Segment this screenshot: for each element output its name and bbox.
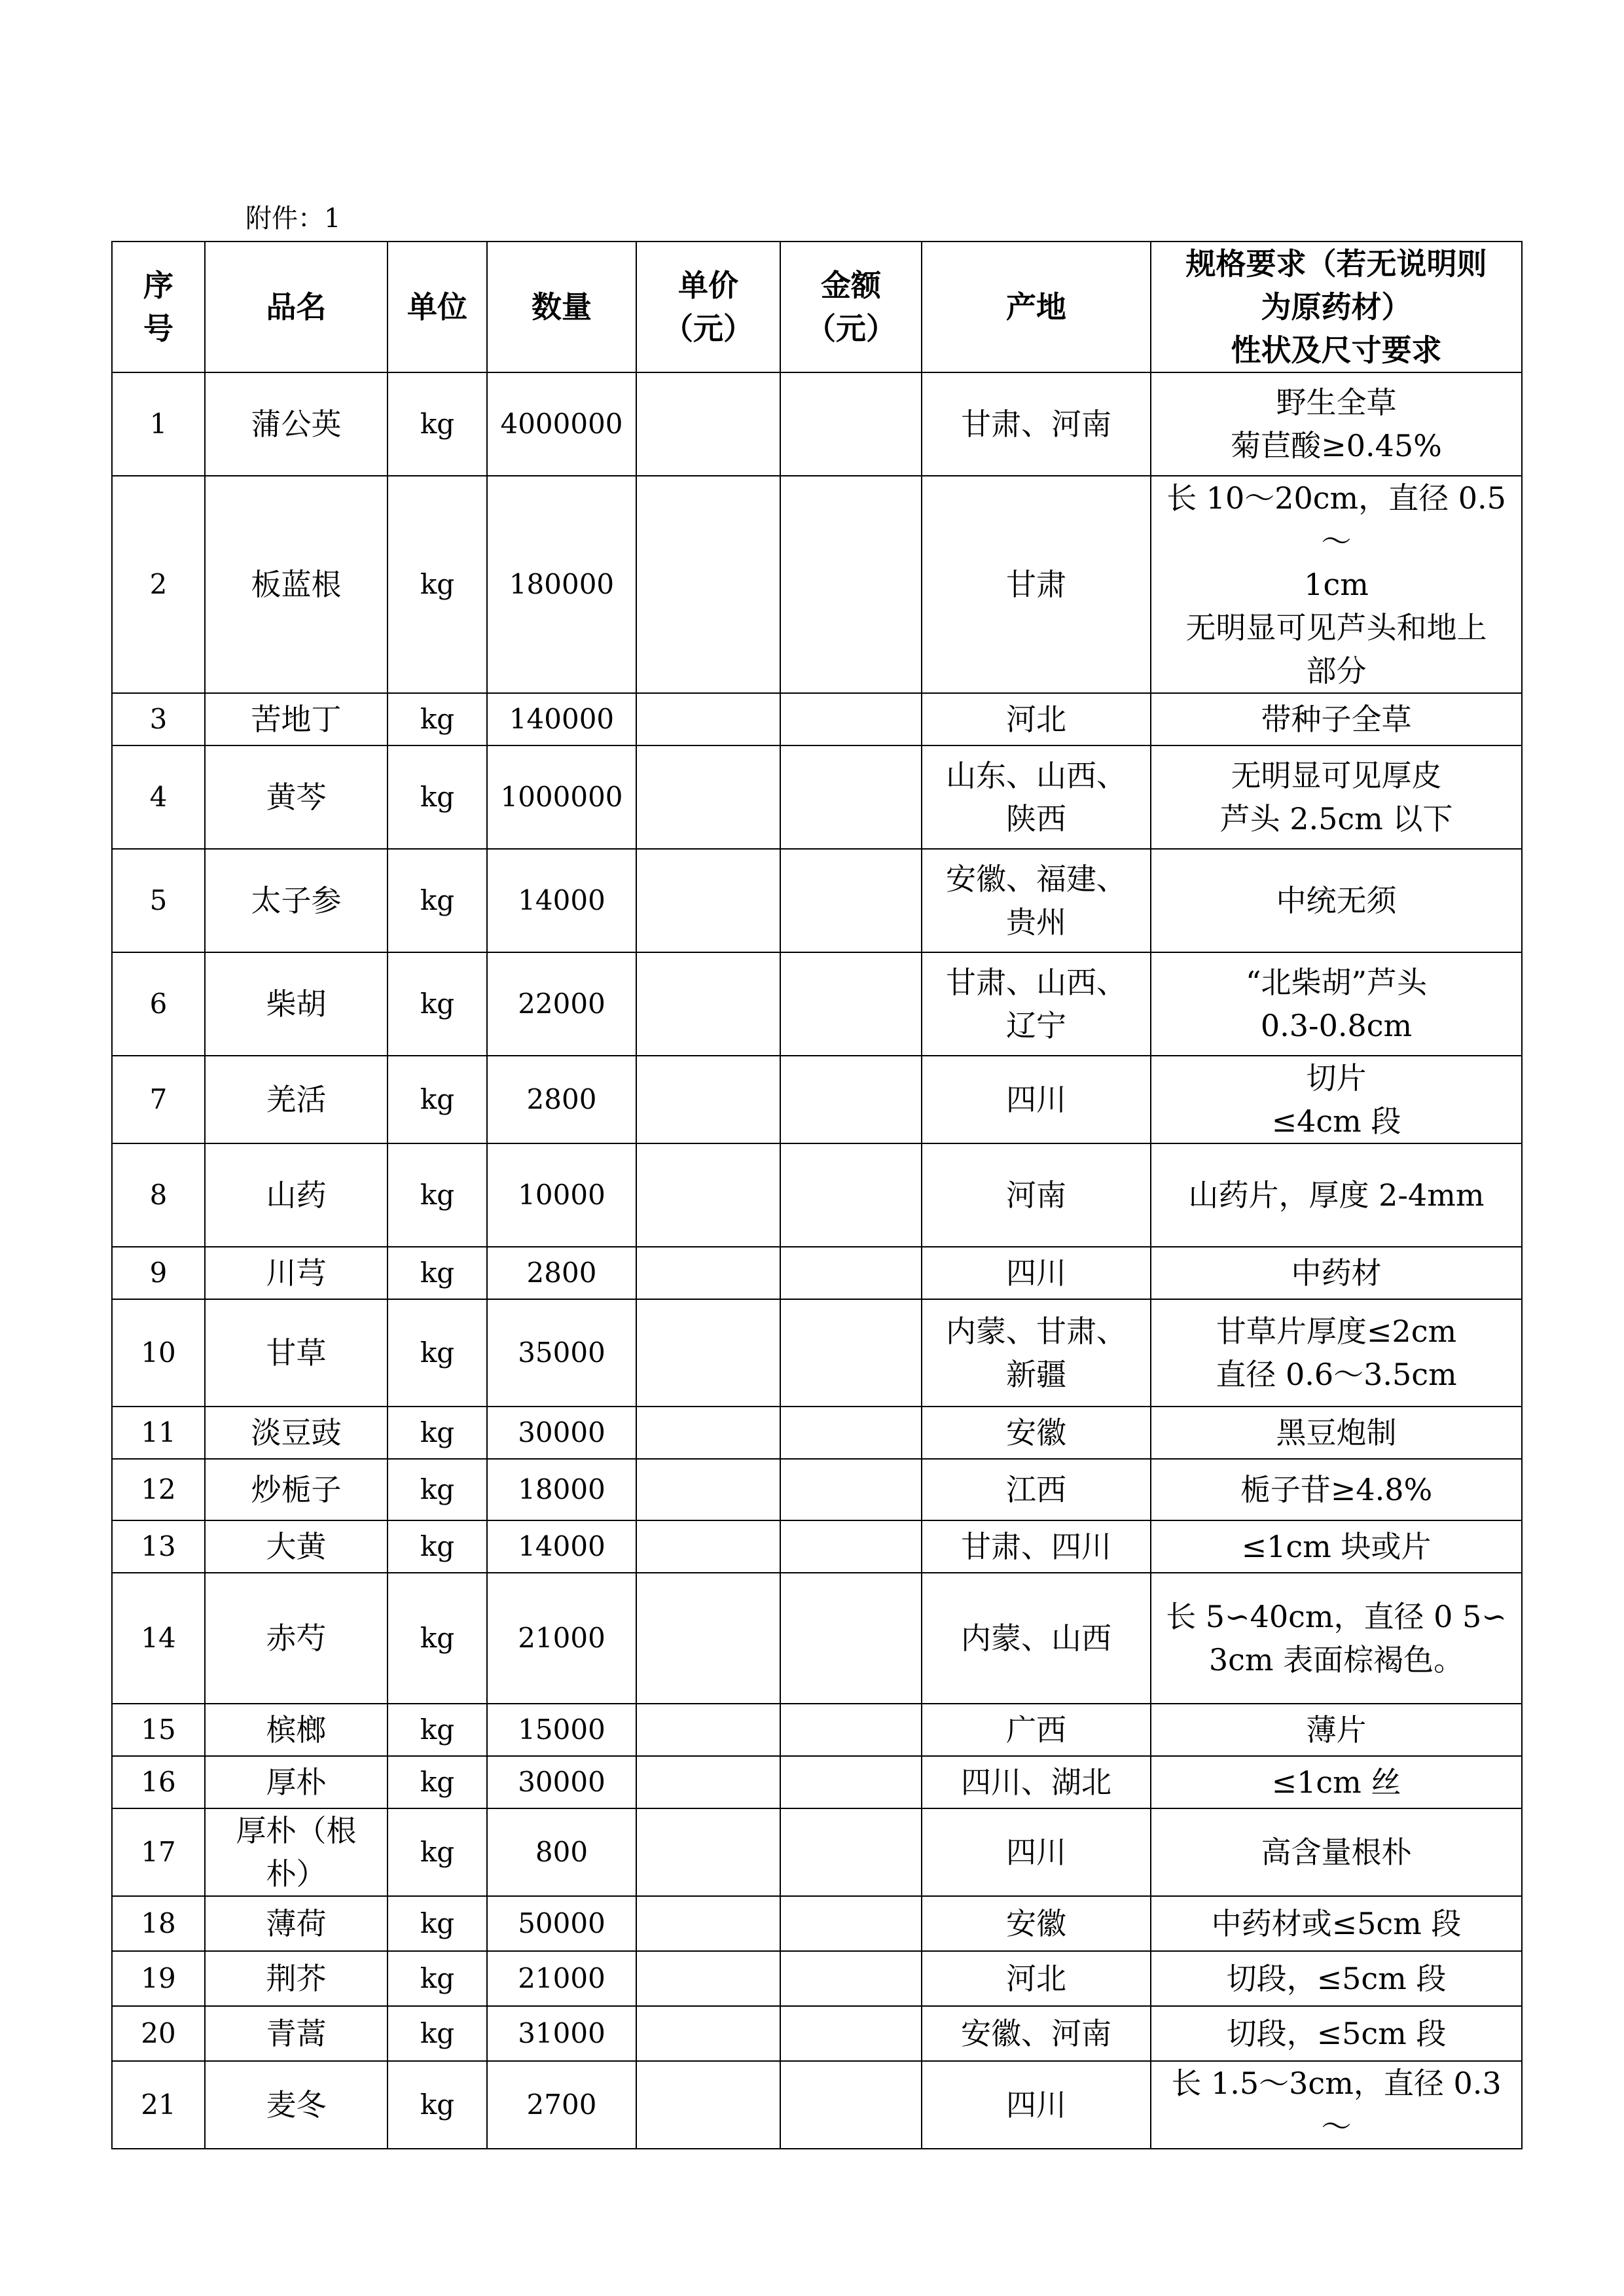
cell-unit: kg [388, 1951, 487, 2006]
cell-amount [780, 745, 922, 849]
cell-name: 淡豆豉 [205, 1407, 388, 1459]
cell-origin: 安徽 [922, 1896, 1151, 1951]
cell-qty: 4000000 [487, 372, 636, 476]
cell-qty: 35000 [487, 1299, 636, 1407]
cell-price [636, 1247, 780, 1299]
cell-qty: 800 [487, 1808, 636, 1896]
cell-qty: 2800 [487, 1056, 636, 1143]
cell-spec: 切段，≤5cm 段 [1151, 1951, 1522, 2006]
cell-name: 荆芥 [205, 1951, 388, 2006]
cell-origin: 甘肃、山西、 辽宁 [922, 952, 1151, 1056]
cell-origin: 四川 [922, 1056, 1151, 1143]
cell-amount [780, 1704, 922, 1756]
cell-unit: kg [388, 1056, 487, 1143]
cell-origin: 甘肃、四川 [922, 1520, 1151, 1573]
cell-origin: 内蒙、甘肃、 新疆 [922, 1299, 1151, 1407]
cell-amount [780, 1247, 922, 1299]
cell-amount [780, 1143, 922, 1247]
table-row [112, 2061, 1522, 2149]
cell-amount [780, 1896, 922, 1951]
cell-unit: kg [388, 1704, 487, 1756]
cell-price [636, 1459, 780, 1520]
cell-qty: 180000 [487, 476, 636, 693]
cell-spec: 切段，≤5cm 段 [1151, 2006, 1522, 2061]
cell-spec: 长 10～20cm，直径 0.5～ 1cm 无明显可见芦头和地上 部分 [1151, 476, 1522, 693]
cell-no: 5 [112, 849, 205, 952]
cell-spec: 黑豆炮制 [1151, 1407, 1522, 1459]
cell-unit: kg [388, 1459, 487, 1520]
cell-price [636, 1299, 780, 1407]
cell-no: 4 [112, 745, 205, 849]
header-origin: 产地 [922, 242, 1151, 372]
cell-amount [780, 476, 922, 693]
cell-qty: 2700 [487, 2061, 636, 2149]
cell-qty: 14000 [487, 849, 636, 952]
cell-price [636, 952, 780, 1056]
cell-name: 大黄 [205, 1520, 388, 1573]
header-amount: 金额 （元） [780, 242, 922, 372]
cell-price [636, 1056, 780, 1143]
cell-amount [780, 1299, 922, 1407]
cell-qty: 15000 [487, 1704, 636, 1756]
table-row [112, 1247, 1522, 1299]
table-row [112, 1056, 1522, 1143]
cell-origin: 四川 [922, 1247, 1151, 1299]
cell-spec: 野生全草 菊苣酸≥0.45% [1151, 372, 1522, 476]
cell-origin: 甘肃、河南 [922, 372, 1151, 476]
cell-qty: 30000 [487, 1756, 636, 1808]
cell-unit: kg [388, 2061, 487, 2149]
cell-qty: 31000 [487, 2006, 636, 2061]
cell-spec: ≤1cm 块或片 [1151, 1520, 1522, 1573]
cell-no: 9 [112, 1247, 205, 1299]
cell-origin: 河北 [922, 1951, 1151, 2006]
cell-unit: kg [388, 1808, 487, 1896]
cell-no: 14 [112, 1573, 205, 1704]
cell-amount [780, 2061, 922, 2149]
cell-unit: kg [388, 1299, 487, 1407]
table-row [112, 2006, 1522, 2061]
cell-unit: kg [388, 2006, 487, 2061]
cell-origin: 四川、湖北 [922, 1756, 1151, 1808]
cell-spec: 中药材或≤5cm 段 [1151, 1896, 1522, 1951]
cell-name: 薄荷 [205, 1896, 388, 1951]
table-row [112, 1299, 1522, 1407]
cell-amount [780, 1756, 922, 1808]
cell-price [636, 1704, 780, 1756]
cell-origin: 安徽、河南 [922, 2006, 1151, 2061]
cell-price [636, 1520, 780, 1573]
cell-name: 川芎 [205, 1247, 388, 1299]
cell-spec: 中药材 [1151, 1247, 1522, 1299]
cell-unit: kg [388, 1247, 487, 1299]
cell-name: 羌活 [205, 1056, 388, 1143]
cell-name: 柴胡 [205, 952, 388, 1056]
cell-origin: 山东、山西、 陕西 [922, 745, 1151, 849]
cell-name: 甘草 [205, 1299, 388, 1407]
cell-price [636, 2006, 780, 2061]
header-unit: 单位 [388, 242, 487, 372]
cell-unit: kg [388, 1407, 487, 1459]
cell-unit: kg [388, 1143, 487, 1247]
cell-unit: kg [388, 849, 487, 952]
cell-qty: 22000 [487, 952, 636, 1056]
cell-spec: 中统无须 [1151, 849, 1522, 952]
cell-name: 山药 [205, 1143, 388, 1247]
cell-qty: 140000 [487, 693, 636, 745]
cell-origin: 四川 [922, 2061, 1151, 2149]
table-row [112, 952, 1522, 1056]
cell-origin: 河南 [922, 1143, 1151, 1247]
cell-spec: 切片 ≤4cm 段 [1151, 1056, 1522, 1143]
cell-unit: kg [388, 693, 487, 745]
cell-name: 炒栀子 [205, 1459, 388, 1520]
cell-amount [780, 372, 922, 476]
cell-price [636, 1808, 780, 1896]
table-row [112, 1756, 1522, 1808]
cell-qty: 30000 [487, 1407, 636, 1459]
cell-name: 槟榔 [205, 1704, 388, 1756]
cell-no: 12 [112, 1459, 205, 1520]
cell-origin: 河北 [922, 693, 1151, 745]
cell-spec: 山药片，厚度 2-4mm [1151, 1143, 1522, 1247]
cell-price [636, 1951, 780, 2006]
cell-spec: 长 5∽40cm，直径 0 5∽ 3cm 表面棕褐色。 [1151, 1573, 1522, 1704]
cell-no: 11 [112, 1407, 205, 1459]
cell-no: 15 [112, 1704, 205, 1756]
cell-unit: kg [388, 1756, 487, 1808]
header-no: 序 号 [112, 242, 205, 372]
cell-name: 麦冬 [205, 2061, 388, 2149]
cell-price [636, 1407, 780, 1459]
cell-amount [780, 849, 922, 952]
table-row [112, 1520, 1522, 1573]
cell-price [636, 693, 780, 745]
table-row [112, 849, 1522, 952]
table-row [112, 745, 1522, 849]
cell-spec: 高含量根朴 [1151, 1808, 1522, 1896]
table-row [112, 1573, 1522, 1704]
cell-name: 厚朴（根 朴） [205, 1808, 388, 1896]
table-row [112, 476, 1522, 693]
cell-qty: 10000 [487, 1143, 636, 1247]
attachment-label: 附件：1 [245, 204, 341, 234]
cell-no: 1 [112, 372, 205, 476]
header-name: 品名 [205, 242, 388, 372]
cell-spec: 无明显可见厚皮 芦头 2.5cm 以下 [1151, 745, 1522, 849]
cell-no: 17 [112, 1808, 205, 1896]
cell-unit: kg [388, 1573, 487, 1704]
cell-spec: 薄片 [1151, 1704, 1522, 1756]
cell-name: 黄芩 [205, 745, 388, 849]
cell-amount [780, 1573, 922, 1704]
cell-amount [780, 1056, 922, 1143]
cell-unit: kg [388, 745, 487, 849]
table-row [112, 1143, 1522, 1247]
cell-qty: 14000 [487, 1520, 636, 1573]
cell-origin: 安徽、福建、 贵州 [922, 849, 1151, 952]
cell-no: 7 [112, 1056, 205, 1143]
cell-price [636, 1896, 780, 1951]
cell-amount [780, 952, 922, 1056]
cell-qty: 2800 [487, 1247, 636, 1299]
cell-qty: 21000 [487, 1573, 636, 1704]
table-row [112, 1704, 1522, 1756]
cell-no: 2 [112, 476, 205, 693]
cell-name: 厚朴 [205, 1756, 388, 1808]
cell-unit: kg [388, 952, 487, 1056]
cell-unit: kg [388, 1896, 487, 1951]
cell-price [636, 372, 780, 476]
cell-amount [780, 1459, 922, 1520]
cell-price [636, 1756, 780, 1808]
cell-price [636, 2061, 780, 2149]
cell-amount [780, 1951, 922, 2006]
cell-origin: 内蒙、山西 [922, 1573, 1151, 1704]
cell-price [636, 745, 780, 849]
table-row [112, 693, 1522, 745]
cell-no: 18 [112, 1896, 205, 1951]
cell-amount [780, 1520, 922, 1573]
cell-no: 20 [112, 2006, 205, 2061]
cell-no: 21 [112, 2061, 205, 2149]
cell-name: 苦地丁 [205, 693, 388, 745]
cell-no: 19 [112, 1951, 205, 2006]
cell-unit: kg [388, 372, 487, 476]
cell-spec: “北柴胡”芦头 0.3-0.8cm [1151, 952, 1522, 1056]
cell-price [636, 849, 780, 952]
cell-name: 青蒿 [205, 2006, 388, 2061]
cell-qty: 1000000 [487, 745, 636, 849]
cell-spec: 带种子全草 [1151, 693, 1522, 745]
table-row [112, 1459, 1522, 1520]
cell-origin: 广西 [922, 1704, 1151, 1756]
cell-origin: 四川 [922, 1808, 1151, 1896]
cell-spec: ≤1cm 丝 [1151, 1756, 1522, 1808]
cell-amount [780, 1407, 922, 1459]
cell-qty: 18000 [487, 1459, 636, 1520]
cell-amount [780, 1808, 922, 1896]
cell-spec: 甘草片厚度≤2cm 直径 0.6～3.5cm [1151, 1299, 1522, 1407]
cell-name: 板蓝根 [205, 476, 388, 693]
cell-spec: 长 1.5～3cm，直径 0.3～ [1151, 2061, 1522, 2149]
cell-name: 太子参 [205, 849, 388, 952]
header-row [112, 242, 1522, 372]
cell-spec: 栀子苷≥4.8% [1151, 1459, 1522, 1520]
cell-origin: 安徽 [922, 1407, 1151, 1459]
cell-name: 赤芍 [205, 1573, 388, 1704]
cell-no: 16 [112, 1756, 205, 1808]
cell-price [636, 1573, 780, 1704]
cell-amount [780, 2006, 922, 2061]
cell-qty: 21000 [487, 1951, 636, 2006]
cell-origin: 甘肃 [922, 476, 1151, 693]
header-qty: 数量 [487, 242, 636, 372]
cell-no: 10 [112, 1299, 205, 1407]
table-row [112, 1951, 1522, 2006]
procurement-table [111, 241, 1523, 2149]
table-row [112, 1407, 1522, 1459]
header-spec: 规格要求（若无说明则 为原药材） 性状及尺寸要求 [1151, 242, 1522, 372]
table-row [112, 1808, 1522, 1896]
cell-qty: 50000 [487, 1896, 636, 1951]
table-row [112, 1896, 1522, 1951]
cell-unit: kg [388, 476, 487, 693]
cell-no: 6 [112, 952, 205, 1056]
cell-unit: kg [388, 1520, 487, 1573]
header-price: 单价 （元） [636, 242, 780, 372]
cell-price [636, 1143, 780, 1247]
cell-no: 8 [112, 1143, 205, 1247]
table-row [112, 372, 1522, 476]
cell-amount [780, 693, 922, 745]
cell-no: 3 [112, 693, 205, 745]
cell-name: 蒲公英 [205, 372, 388, 476]
cell-price [636, 476, 780, 693]
cell-no: 13 [112, 1520, 205, 1573]
cell-origin: 江西 [922, 1459, 1151, 1520]
